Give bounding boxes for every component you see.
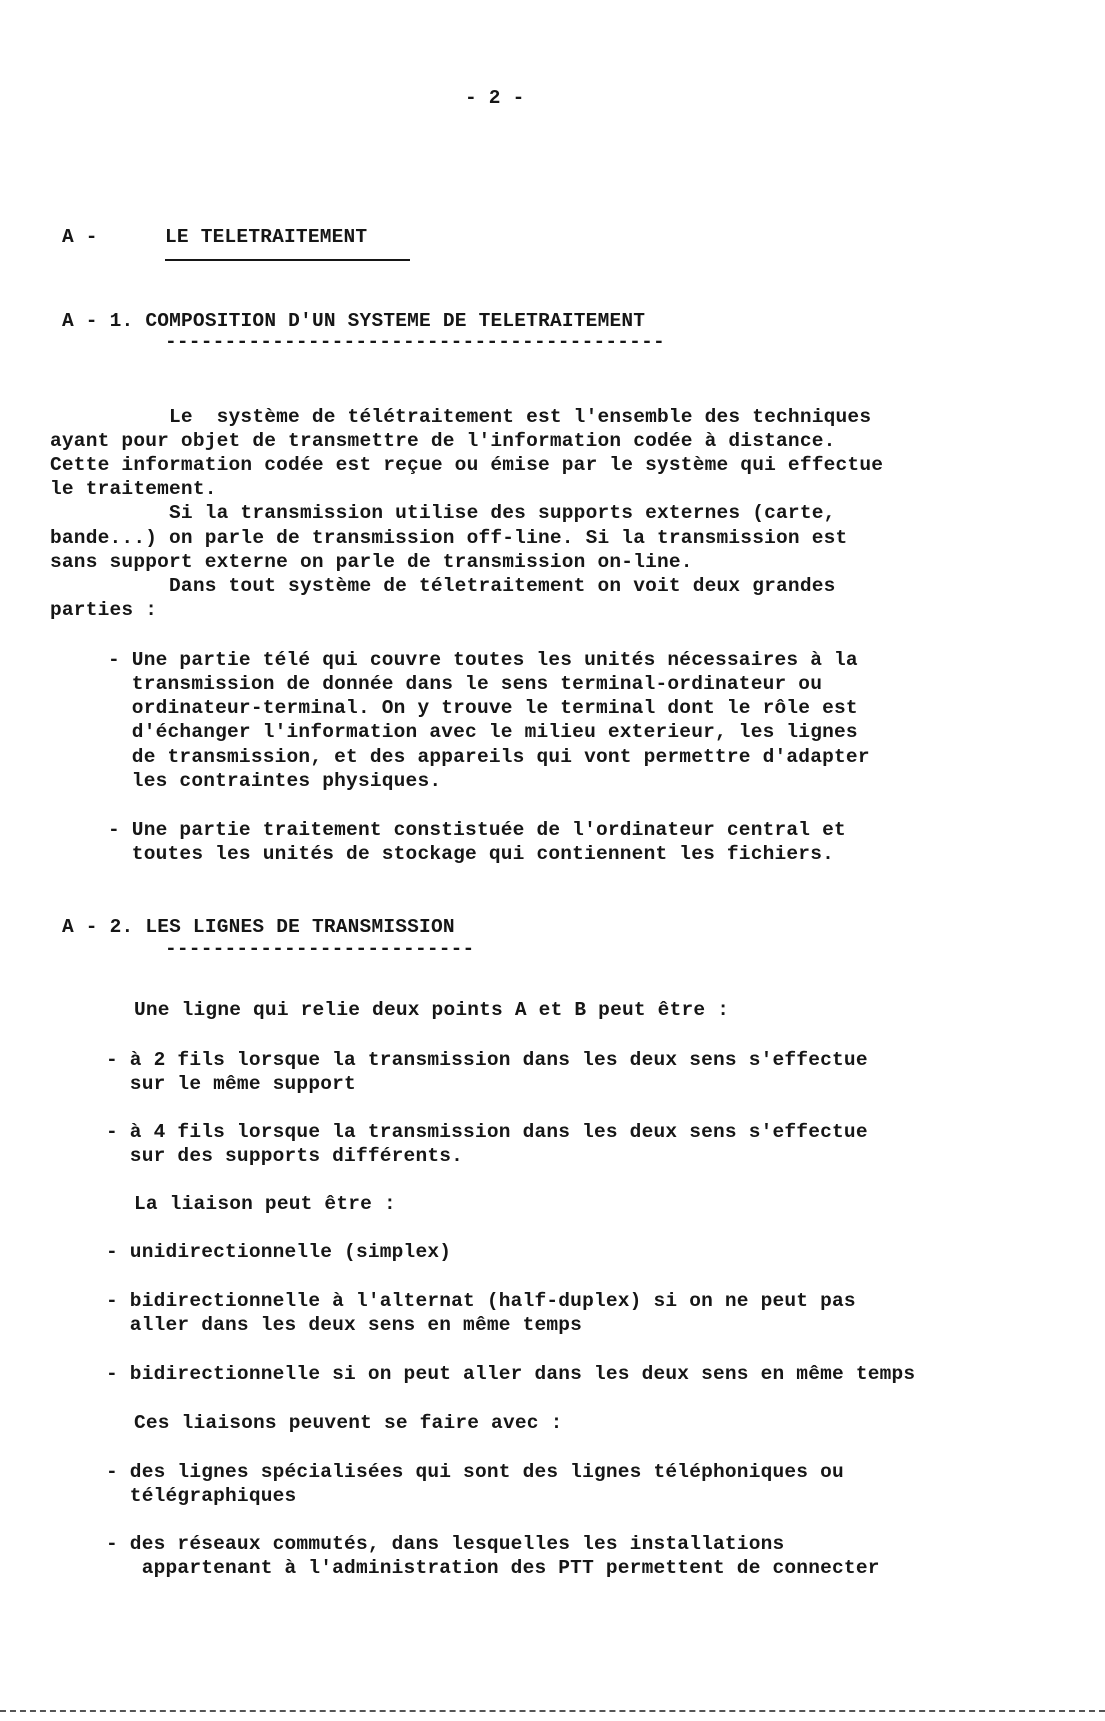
a2-liaison-intro: La liaison peut être : <box>134 1193 396 1215</box>
a1-p2-line2: bande...) on parle de transmission off-line. Si la transmission est <box>50 527 848 549</box>
section-a1-heading: A - 1. COMPOSITION D'UN SYSTEME DE TELETRAITEMENT <box>62 310 646 332</box>
a1-p1-line2: ayant pour objet de transmettre de l'information codée à distance. <box>50 430 836 452</box>
a1-bullet2-line2: toutes les unités de stockage qui contiennent les fichiers. <box>108 843 835 865</box>
section-a-title-underline <box>165 259 410 261</box>
page-number: - 2 - <box>465 87 525 109</box>
a1-bullet1-line4: d'échanger l'information avec le milieu exterieur, les lignes <box>108 721 858 743</box>
a2-fils2-line1: - à 4 fils lorsque la transmission dans les deux sens s'effectue <box>106 1121 868 1143</box>
a1-bullet1-line6: les contraintes physiques. <box>108 770 442 792</box>
a2-liaison2-line1: - bidirectionnelle à l'alternat (half-duplex) si on ne peut pas <box>106 1290 856 1312</box>
a1-bullet1-line1: - Une partie télé qui couvre toutes les unités nécessaires à la <box>108 649 858 671</box>
a2-avec2-line1: - des réseaux commutés, dans lesquelles les installations <box>106 1533 785 1555</box>
a1-p2-line1: Si la transmission utilise des supports externes (carte, <box>50 502 836 524</box>
section-a-title: LE TELETRAITEMENT <box>165 226 368 248</box>
a2-liaison1-line1: - unidirectionnelle (simplex) <box>106 1241 452 1263</box>
a1-bullet1-line3: ordinateur-terminal. On y trouve le terminal dont le rôle est <box>108 697 858 719</box>
a2-avec1-line1: - des lignes spécialisées qui sont des lignes téléphoniques ou <box>106 1461 844 1483</box>
a2-liaison2-line2: aller dans les deux sens en même temps <box>106 1314 583 1336</box>
a2-avec2-line2: appartenant à l'administration des PTT permettent de connecter <box>106 1557 880 1579</box>
a1-p3-line1: Dans tout système de téletraitement on voit deux grandes <box>50 575 836 597</box>
a1-p1-line1: Le système de télétraitement est l'ensemble des techniques <box>50 406 872 428</box>
a2-avec1-line2: télégraphiques <box>106 1485 297 1507</box>
scan-bottom-edge <box>0 1710 1105 1712</box>
a1-bullet2-line1: - Une partie traitement constistuée de l'ordinateur central et <box>108 819 846 841</box>
section-a-label: A - <box>62 226 98 248</box>
a1-p2-line3: sans support externe on parle de transmission on-line. <box>50 551 693 573</box>
a2-fils2-line2: sur des supports différents. <box>106 1145 464 1167</box>
a1-p1-line4: le traitement. <box>50 478 217 500</box>
a2-fils1-line2: sur le même support <box>106 1073 356 1095</box>
section-a1-underline: ------------------------------------------ <box>165 331 665 353</box>
section-a2-underline: -------------------------- <box>165 938 475 960</box>
section-a2-heading: A - 2. LES LIGNES DE TRANSMISSION <box>62 916 455 938</box>
a2-avec-intro: Ces liaisons peuvent se faire avec : <box>134 1412 563 1434</box>
a2-liaison3-line1: - bidirectionnelle si on peut aller dans les deux sens en même temps <box>106 1363 916 1385</box>
a1-bullet1-line2: transmission de donnée dans le sens terminal-ordinateur ou <box>108 673 823 695</box>
a2-fils1-line1: - à 2 fils lorsque la transmission dans les deux sens s'effectue <box>106 1049 868 1071</box>
a1-bullet1-line5: de transmission, et des appareils qui vont permettre d'adapter <box>108 746 870 768</box>
a2-intro: Une ligne qui relie deux points A et B peut être : <box>134 999 730 1021</box>
a1-p1-line3: Cette information codée est reçue ou émise par le système qui effectue <box>50 454 884 476</box>
a1-p3-line2: parties : <box>50 599 158 621</box>
